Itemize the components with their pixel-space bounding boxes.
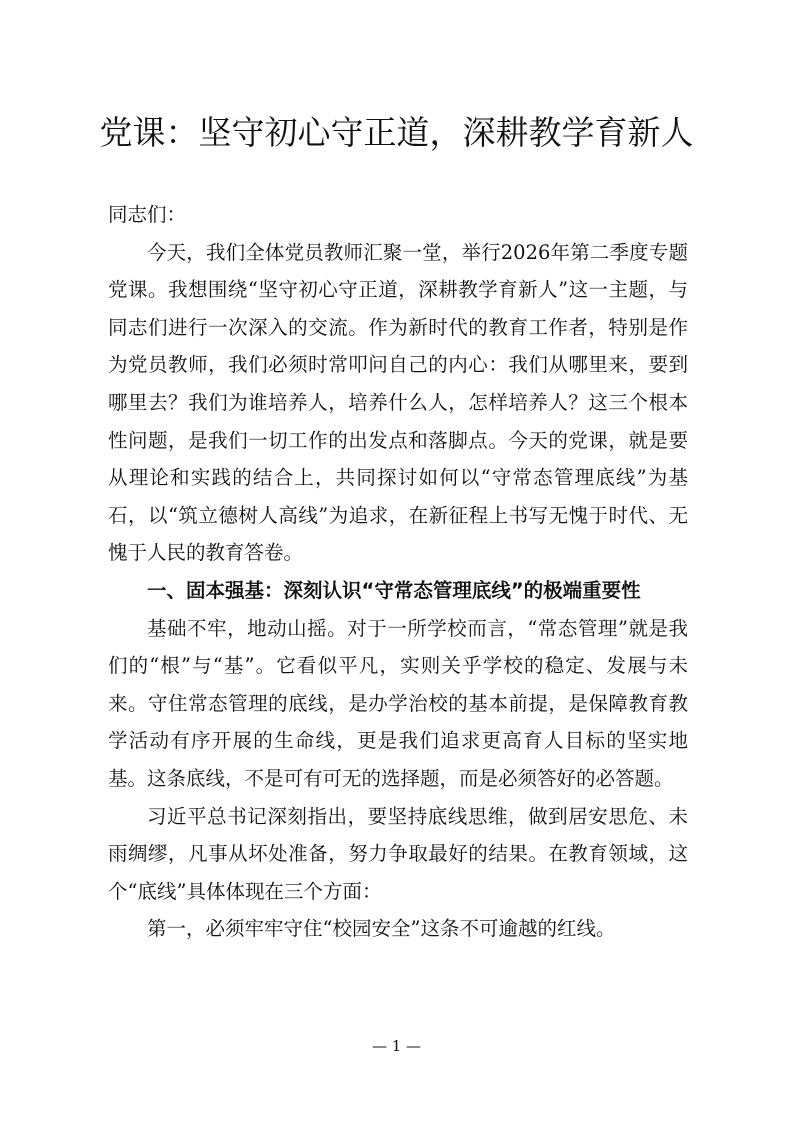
document-title: 党课：坚守初心守正道，深耕教学育新人 [99,113,694,152]
section-heading-1: 一、固本强基：深刻认识“守常态管理底线”的极端重要性 [147,578,641,602]
paragraph-first-point: 第一，必须牢牢守住“校园安全”这条不可逾越的红线。 [147,917,616,941]
paragraph-intro: 今天，我们全体党员教师汇聚一堂，举行2026年第二季度专题党课。我想围绕“坚守初心守正道，深耕教学育新人”这一主题，与同志们进行一次深入的交流。作为新时代的教育工作者，特别是作为党员教师，我们必须时常叩问自己的内心：我们从哪里来，要到哪里去？我们为谁培养人，培养什么人，怎样培养人？这三个根本性问题，是我们一切工作的出发点和落脚点。今天的党课，就是要从理论和实践的结合上，共同探讨如何以“守常态管理底线”为基石，以“筑立德树人高线”为追求，在新征程上书写无愧于时代、无愧于人民的教育答卷。 [108,240,688,565]
document-body [108,196,688,948]
salutation: 同志们： [108,203,187,226]
paragraph-bottom-line: 习近平总书记深刻指出，要坚持底线思维，做到居安思危、未雨绸缪，凡事从坏处准备，努力争取最好的结果。在教育领域，这个“底线”具体体现在三个方面： [108,804,688,903]
paragraph-foundation: 基础不牢，地动山摇。对于一所学校而言，“常态管理”就是我们的“根”与“基”。它看似平凡，实则关乎学校的稳定、发展与未来。守住常态管理的底线，是办学治校的基本前提，是保障教育教学活动有序开展的生命线，更是我们追求更高育人目标的坚实地基。这条底线，不是可有可无的选择题，而是必须答好的必答题。 [108,616,688,790]
page-number: — 1 — [371,1037,422,1055]
